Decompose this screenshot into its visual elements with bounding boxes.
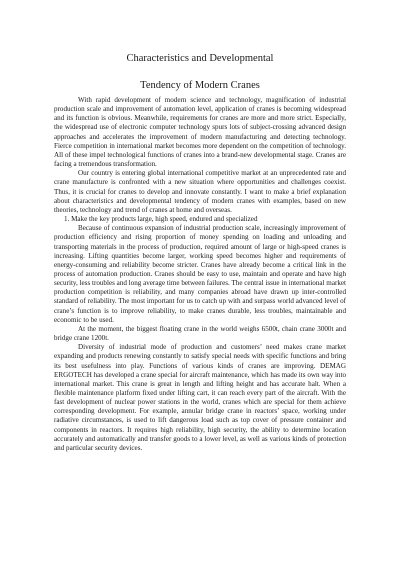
document-title: Characteristics and Developmental [126, 53, 274, 64]
paragraph: Our country is entering global international competitive market at an unprecedented rate and crane manufacture is confronted with a new situation where opportunities and challenges coexist. Thus, it is crucial for cranes to develop and innovate constantly. I want to make a brief explanation about characteristics and developmental tendency of modern cranes with examples, based on new theories, technology and trend of cranes at home and overseas. [54, 169, 346, 214]
document-subtitle: Tendency of Modern Cranes [140, 80, 260, 91]
paragraph: At the moment, the biggest floating crane in the world weighs 6500t, chain crane 3000t and bridge crane 1200t. [54, 324, 346, 343]
paragraph: Diversity of industrial mode of production and customers’ need makes crane market expanding and products renewing constantly to satisfy special needs with specific functions and bring its best usefulness into play. Functions of various kinds of cranes are improving. DEMAG ERGOTECH has developed a crane special for aircraft maintenance, which has made its own way into international market. This crane is great in length and lifting height and has accurate halt. When a flexible maintenance platform fixed under lifting cart, it can reach every part of the aircraft. With the fast development of nuclear power stations in the world, cranes which are special for them achieve corresponding development. For example, annular bridge crane in reactors’ space, working under radiative circumstances, is used to lift dangerous load such as top cover of pressure container and components in reactors. It requires high reliability, high security, the ability to determine location accurately and automatically and transfer goods to a lower level, as well as various kinds of protection and particular security devices. [54, 343, 346, 452]
paragraph: With rapid development of modern science and technology, magnification of industrial production scale and improvement of automation level, application of cranes is becoming widespread and its function is obvious. Meanwhile, requirements for cranes are more and more strict. Especially, the widespread use of electronic computer technology spurs lots of subject-crossing advanced design approaches and accelerates the improvement of modern manufacturing and detecting technology. Fierce competition in international market becomes more dependent on the competition of technology. All of these impel technological functions of cranes into a brand-new developmental stage. Cranes are facing a tremendous transformation. [54, 96, 346, 169]
paragraph: Because of continuous expansion of industrial production scale, increasingly improvement of production efficiency and rising proportion of money spending on loading and unloading and transporting materials in the process of production, required amount of large or high-speed cranes is increasing. Lifting quantities become larger, working speed becomes higher and requirements of energy-consuming and reliability become stricter. Cranes have already become a critical link in the process of automation production. Cranes should be easy to use, maintain and operate and have high security, less troubles and long average time between failures. The central issue in international market production competition is reliability, and many companies abroad have drawn up inter-controlled standard of reliability. The most important for us to catch up with and surpass world advanced level of crane’s function is to improve reliability, to make cranes durable, less troubles, maintainable and economic to be used. [54, 224, 346, 324]
list-item-heading: 1. Make the key products large, high speed, endured and specialized [64, 215, 258, 224]
